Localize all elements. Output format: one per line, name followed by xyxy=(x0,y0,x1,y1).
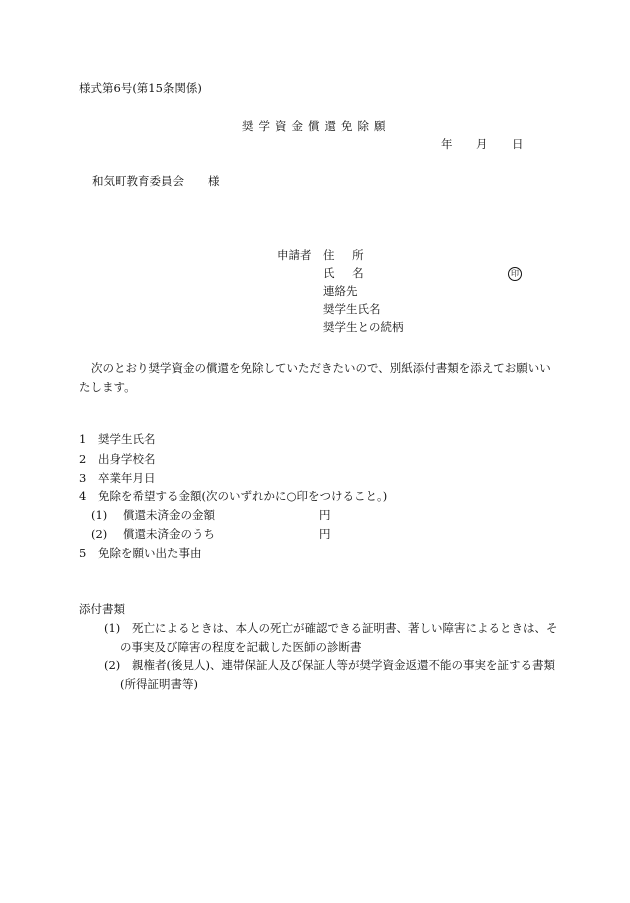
item-2-number: 2 xyxy=(79,452,87,466)
date-month: 月 xyxy=(476,137,488,151)
item-5-label: 免除を願い出た事由 xyxy=(97,546,202,560)
recipient-honorific: 様 xyxy=(208,174,220,188)
item-5-number: 5 xyxy=(79,546,87,560)
attachment-2-text: 親権者(後見人)、連帯保証人及び保証人等が奨学資金返還不能の事実を証する書類(所得証明書等) xyxy=(120,658,555,691)
seal-icon: 印 xyxy=(508,267,522,281)
attachment-2-number: (2) xyxy=(104,658,121,672)
item-3-number: 3 xyxy=(79,471,87,485)
applicant-label: 申請者 xyxy=(277,248,312,262)
recipient-name: 和気町教育委員会 xyxy=(92,174,184,188)
sub-item-2-number: (2) xyxy=(91,527,108,541)
sub-item-1 xyxy=(91,510,215,522)
sub-item-1-number: (1) xyxy=(91,508,108,522)
item-4 xyxy=(79,491,387,503)
form-number: 様式第6号(第15条関係) xyxy=(79,81,202,95)
item-1-number: 1 xyxy=(79,432,87,446)
contact-label: 連絡先 xyxy=(323,284,358,298)
item-3 xyxy=(79,473,155,485)
item-5 xyxy=(79,548,201,560)
item-2 xyxy=(79,454,155,466)
relation-label: 奨学生との続柄 xyxy=(323,320,404,334)
item-1 xyxy=(79,434,155,446)
attachments-title: 添付書類 xyxy=(79,602,125,616)
item-1-label: 奨学生氏名 xyxy=(97,432,156,446)
student-name-label: 奨学生氏名 xyxy=(323,302,381,316)
sub-item-2 xyxy=(91,529,215,541)
item-3-label: 卒業年月日 xyxy=(97,471,156,485)
attachment-1-number: (1) xyxy=(104,621,121,635)
item-4-label: 免除を希望する金額(次のいずれかに○印をつけること。) xyxy=(97,489,388,503)
sub-item-1-label: 償還未済金の金額 xyxy=(122,508,215,522)
date-year: 年 xyxy=(441,137,453,151)
item-2-label: 出身学校名 xyxy=(97,452,156,466)
seal-mark xyxy=(508,267,522,281)
sub-item-1-unit: 円 xyxy=(319,508,331,522)
attachment-1-text: 死亡によるときは、本人の死亡が確認できる証明書、著しい障害によるときは、その事実及び障害の程度を記載した医師の診断書 xyxy=(120,621,558,654)
name-label: 氏 名 xyxy=(323,266,371,280)
body-paragraph: 次のとおり奨学資金の償還を免除していただきたいので、別紙添付書類を添えてお願いいたします。 xyxy=(79,361,551,394)
date-day: 日 xyxy=(512,137,524,151)
item-4-number: 4 xyxy=(79,489,87,503)
address-label: 住 所 xyxy=(323,248,371,262)
sub-item-2-label: 償還未済金のうち xyxy=(122,527,215,541)
page-title: 奨学資金償還免除願 xyxy=(242,119,391,133)
sub-item-2-unit: 円 xyxy=(319,527,331,541)
